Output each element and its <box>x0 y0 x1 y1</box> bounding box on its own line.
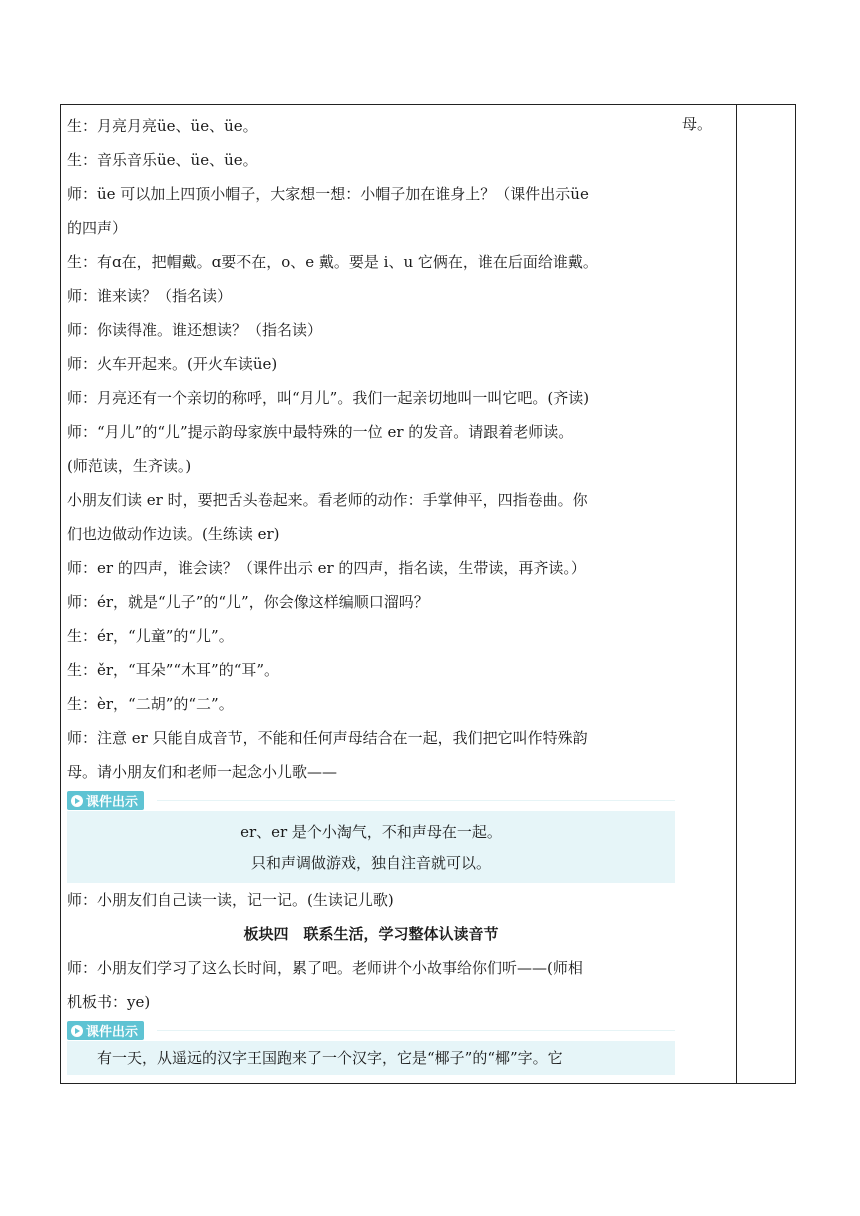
poem-box <box>67 811 675 883</box>
text-line: 生：ér，“儿童”的“儿”。 <box>67 627 234 645</box>
column-divider <box>736 105 737 1083</box>
text-line: 师：谁来读？（指名读） <box>67 287 233 305</box>
courseware-label: 课件出示 <box>86 795 139 810</box>
poem-line-1: er、er 是个小淘气，不和声母在一起。 <box>240 823 502 841</box>
line-after-poem: 师：小朋友们自己读一读，记一记。(生读记儿歌) <box>67 891 394 909</box>
text-line: 师：月亮还有一个亲切的称呼，叫“月儿”。我们一起亲切地叫一叫它吧。(齐读) <box>67 389 590 407</box>
courseware-tag-2 <box>67 1021 675 1041</box>
text-line: (师范读，生齐读。) <box>67 457 192 475</box>
play-icon <box>71 795 83 807</box>
side-note: 母。 <box>682 115 713 133</box>
main-column <box>67 109 675 1075</box>
text-line: 师：你读得准。谁还想读？（指名读） <box>67 321 323 339</box>
lesson-table <box>60 104 796 1084</box>
dialogue-block-b <box>67 951 675 1019</box>
text-line: 生：月亮月亮üe、üe、üe。 <box>67 117 258 135</box>
poem-line-2: 只和声调做游戏，独自注音就可以。 <box>250 854 491 872</box>
text-line: 师：üe 可以加上四顶小帽子，大家想一想：小帽子加在谁身上？（课件出示üe <box>67 185 589 203</box>
text-line: 母。请小朋友们和老师一起念小儿歌—— <box>67 763 338 781</box>
text-line: 们也边做动作边读。(生练读 er) <box>67 525 280 543</box>
story-line: 有一天，从遥远的汉字王国跑来了一个汉字，它是“椰子”的“椰”字。它 <box>97 1049 563 1067</box>
courseware-label-2: 课件出示 <box>86 1025 139 1040</box>
text-line: 师：“月儿”的“儿”提示韵母家族中最特殊的一位 er 的发音。请跟着老师读。 <box>67 423 574 441</box>
text-line: 小朋友们读 er 时，要把舌头卷起来。看老师的动作：手掌伸平，四指卷曲。你 <box>67 491 588 509</box>
section-heading: 板块四 联系生活，学习整体认读音节 <box>243 925 499 943</box>
text-line: 生：有ɑ在，把帽戴。ɑ要不在，o、e 戴。要是 i、u 它俩在，谁在后面给谁戴。 <box>67 253 598 271</box>
text-line: 师：ér，就是“儿子”的“儿”，你会像这样编顺口溜吗？ <box>67 593 429 611</box>
text-line: 生：ěr，“耳朵”“木耳”的“耳”。 <box>67 661 280 679</box>
text-line: 师：小朋友们学习了这么长时间，累了吧。老师讲个小故事给你们听——(师相 <box>67 959 583 977</box>
text-line: 师：注意 er 只能自成音节，不能和任何声母结合在一起，我们把它叫作特殊韵 <box>67 729 588 747</box>
courseware-tag <box>67 791 675 811</box>
text-line: 的四声） <box>67 219 128 237</box>
text-line: 师：火车开起来。(开火车读üe) <box>67 355 278 373</box>
dialogue-block-a <box>67 109 675 789</box>
text-line: 生：音乐音乐üe、üe、üe。 <box>67 151 258 169</box>
play-icon <box>71 1025 83 1037</box>
text-line: 机板书：ye) <box>67 993 151 1011</box>
text-line: 生：èr，“二胡”的“二”。 <box>67 695 234 713</box>
text-line: 师：er 的四声，谁会读？（课件出示 er 的四声，指名读，生带读，再齐读。） <box>67 559 586 577</box>
story-box <box>67 1041 675 1075</box>
